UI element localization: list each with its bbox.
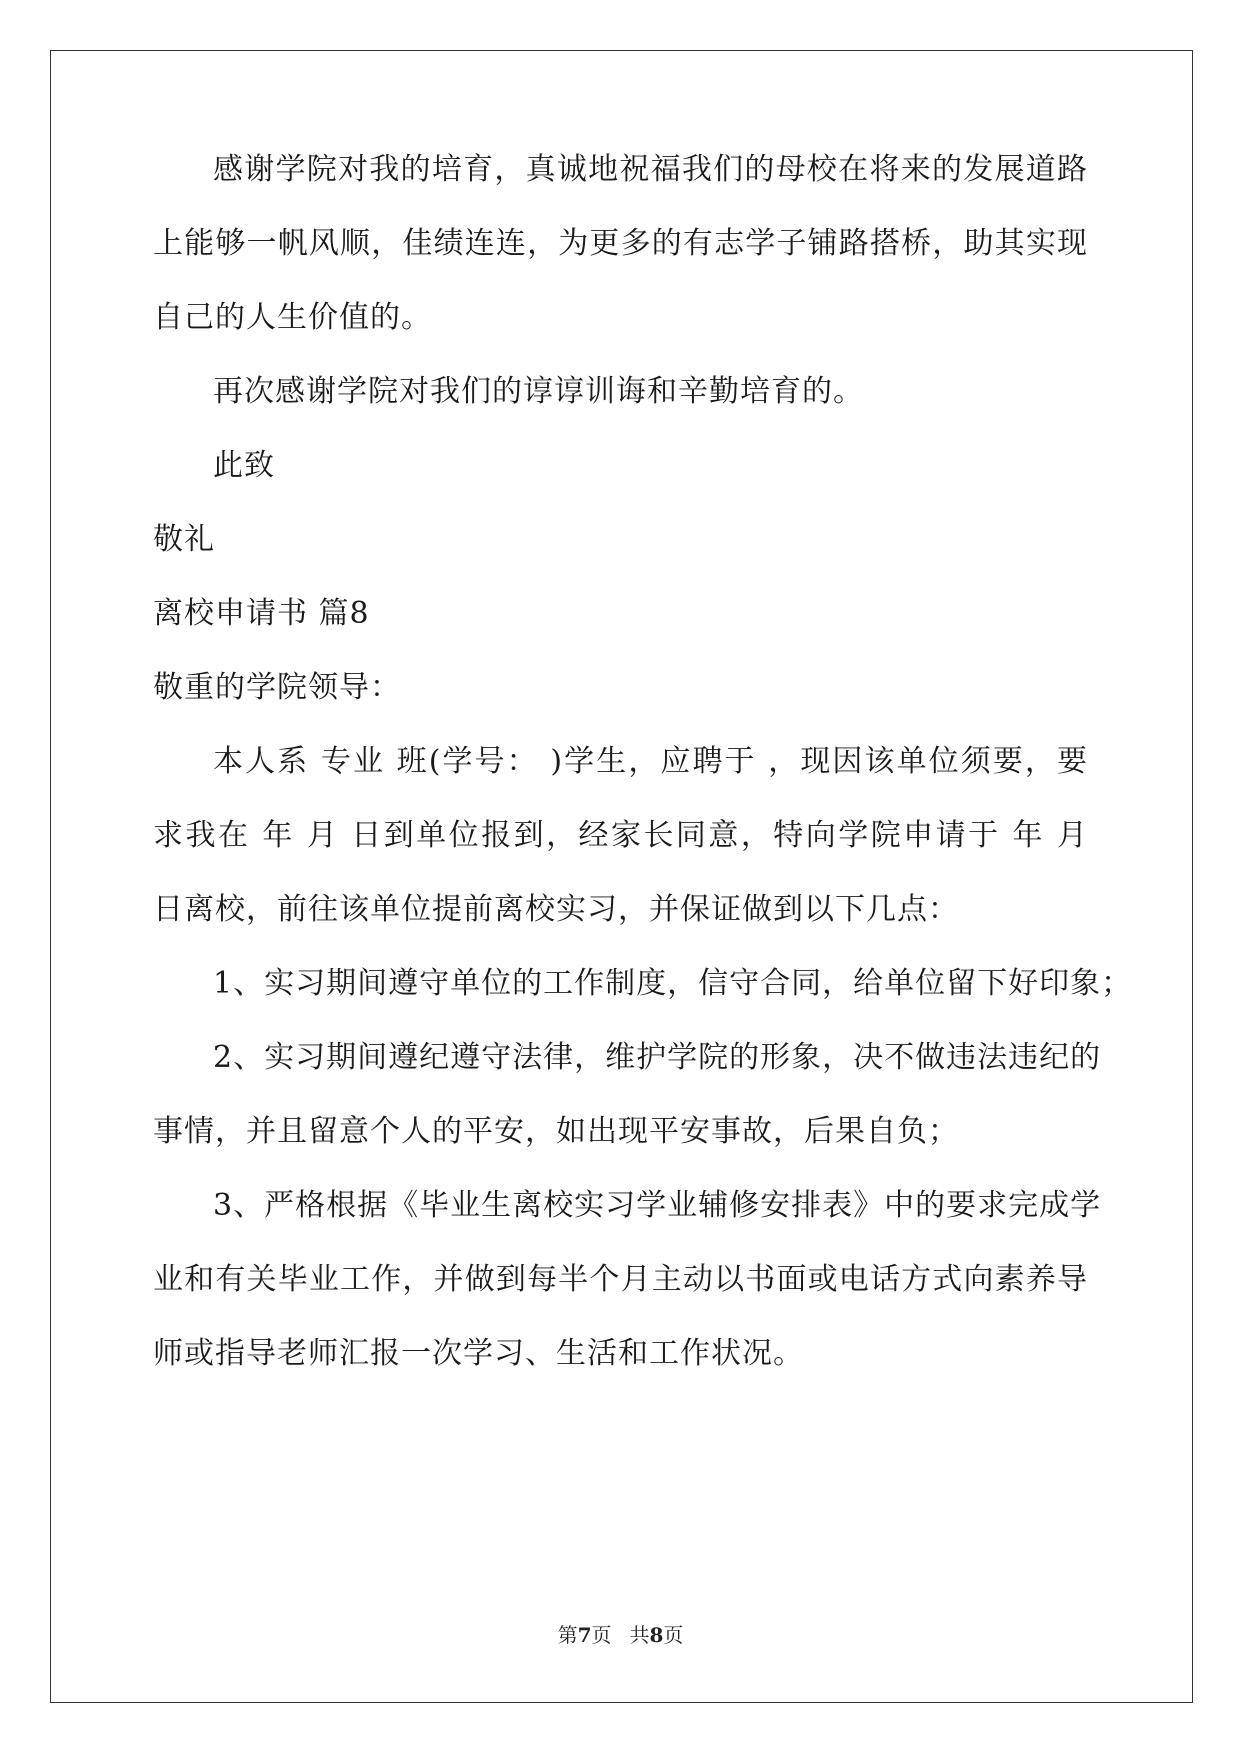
paragraph-line: 求我在 年 月 日到单位报到，经家长同意，特向学院申请于 年 月 [153, 818, 1088, 853]
paragraph-line: 感谢学院对我的培育，真诚地祝福我们的母校在将来的发展道路 [213, 152, 1088, 187]
section-heading: 离校申请书 篇8 [153, 596, 370, 631]
paragraph-line: 再次感谢学院对我们的谆谆训诲和辛勤培育的。 [213, 374, 864, 409]
page-unit: 页 [591, 1623, 612, 1647]
page-total-number: 8 [649, 1623, 664, 1647]
paragraph-line: 上能够一帆风顺，佳绩连连，为更多的有志学子铺路搭桥，助其实现 [153, 226, 1088, 261]
total-unit: 页 [663, 1623, 684, 1647]
paragraph-line: 事情，并且留意个人的平安，如出现平安事故，后果自负； [153, 1114, 959, 1149]
page-current-number: 7 [577, 1623, 592, 1647]
salutation-closing: 敬礼 [153, 522, 215, 557]
paragraph-line: 自己的人生价值的。 [153, 300, 432, 335]
paragraph-line: 本人系 专业 班(学号： )学生，应聘于 ，现因该单位须要，要 [213, 744, 1088, 779]
list-item: 1、实习期间遵守单位的工作制度，信守合同，给单位留下好印象； [213, 966, 1133, 1001]
paragraph-line: 业和有关毕业工作，并做到每半个月主动以书面或电话方式向素养导 [153, 1262, 1088, 1297]
closing-phrase: 此致 [213, 448, 275, 483]
paragraph-line: 师或指导老师汇报一次学习、生活和工作状况。 [153, 1336, 804, 1371]
letter-greeting: 敬重的学院领导： [153, 670, 401, 705]
page-footer [0, 1622, 1241, 1648]
list-item: 2、实习期间遵纪遵守法律，维护学院的形象，决不做违法违纪的 [213, 1040, 1102, 1075]
total-prefix: 共 [629, 1623, 650, 1647]
page-prefix: 第 [557, 1623, 578, 1647]
paragraph-line: 日离校，前往该单位提前离校实习，并保证做到以下几点： [153, 892, 959, 927]
list-item: 3、严格根据《毕业生离校实习学业辅修安排表》中的要求完成学 [213, 1188, 1102, 1223]
